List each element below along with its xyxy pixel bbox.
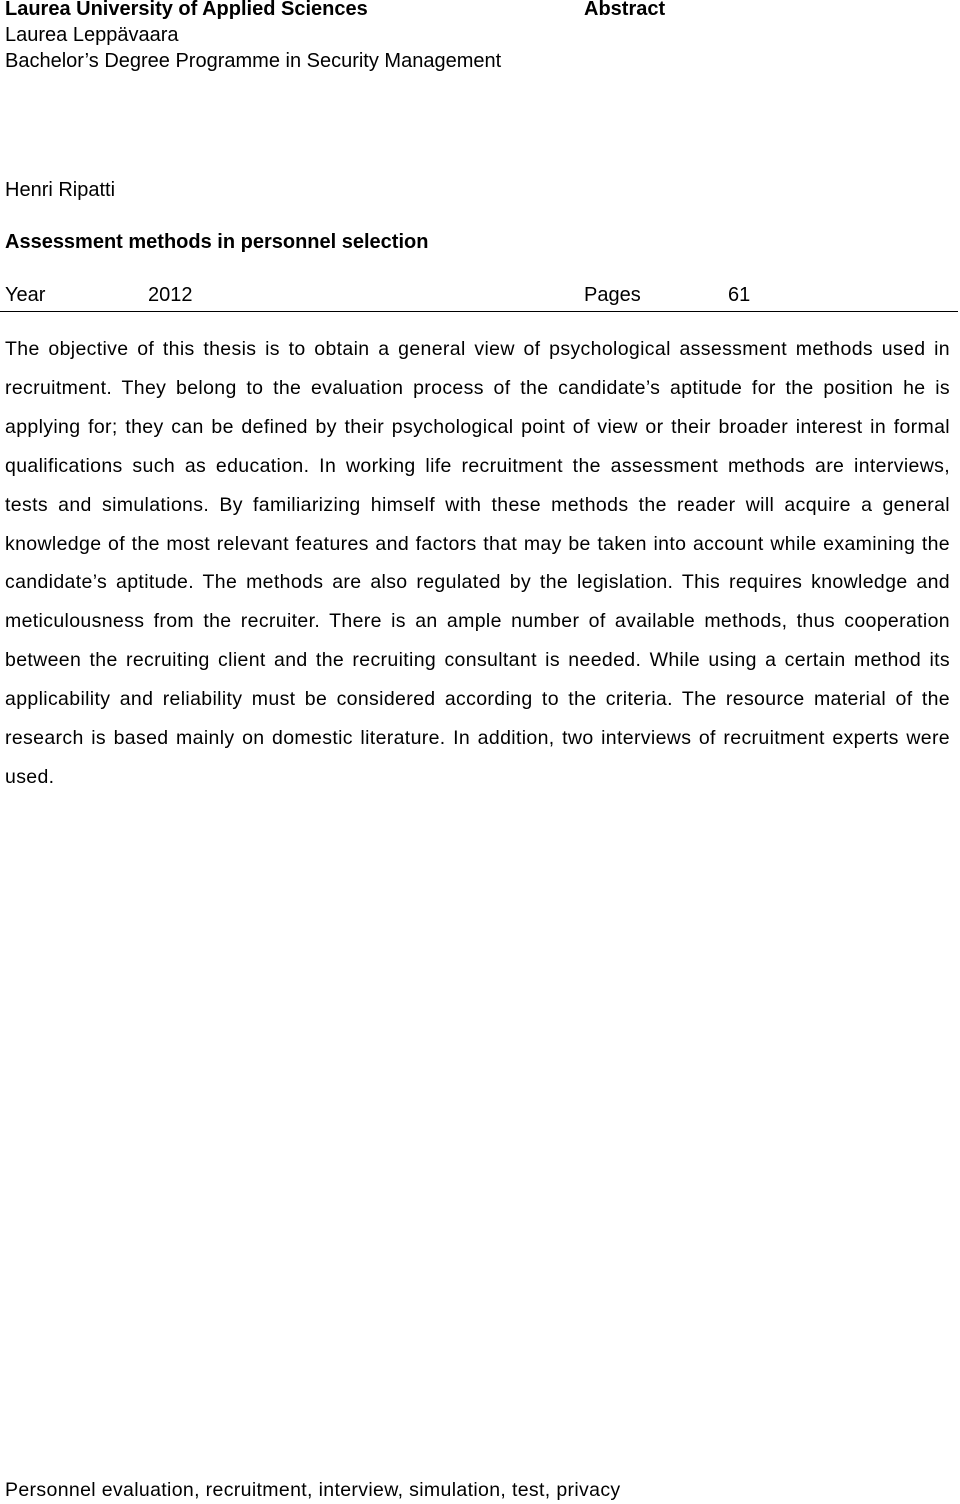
header-divider: [0, 311, 958, 312]
degree-programme: Bachelor’s Degree Programme in Security Management: [5, 50, 502, 72]
keywords: Personnel evaluation, recruitment, interview, simulation, test, privacy: [5, 1479, 621, 1501]
abstract-body: The objective of this thesis is to obtain a general view of psychological assessment methods used in recruitment. They belong to the evaluation process of the candidate’s aptitude for the position he is applying for; they can be defined by their psychological point of view or their broader interest in formal qualifications such as education. In working life recruitment the assessment methods are interviews, tests and simulations. By familiarizing himself with these methods the reader will acquire a general knowledge of the most relevant features and factors that may be taken into account while examining the candidate’s aptitude. The methods are also regulated by the legislation. This requires knowledge and meticulousness from the recruiter. There is an ample number of available methods, thus cooperation between the recruiting client and the recruiting consultant is needed. While using a certain method its applicability and reliability must be considered according to the criteria. The resource material of the research is based mainly on domestic literature. In addition, two interviews of recruitment experts were used.: [5, 338, 950, 788]
campus-name: Laurea Leppävaara: [5, 24, 179, 46]
year-value: 2012: [148, 284, 193, 306]
pages-value: 61: [728, 284, 751, 306]
university-name: Laurea University of Applied Sciences: [5, 0, 368, 20]
pages-label: Pages: [584, 284, 641, 306]
document-type-label: Abstract: [584, 0, 666, 20]
year-label: Year: [5, 284, 46, 306]
author-name: Henri Ripatti: [5, 179, 116, 201]
thesis-title: Assessment methods in personnel selection: [5, 231, 429, 253]
